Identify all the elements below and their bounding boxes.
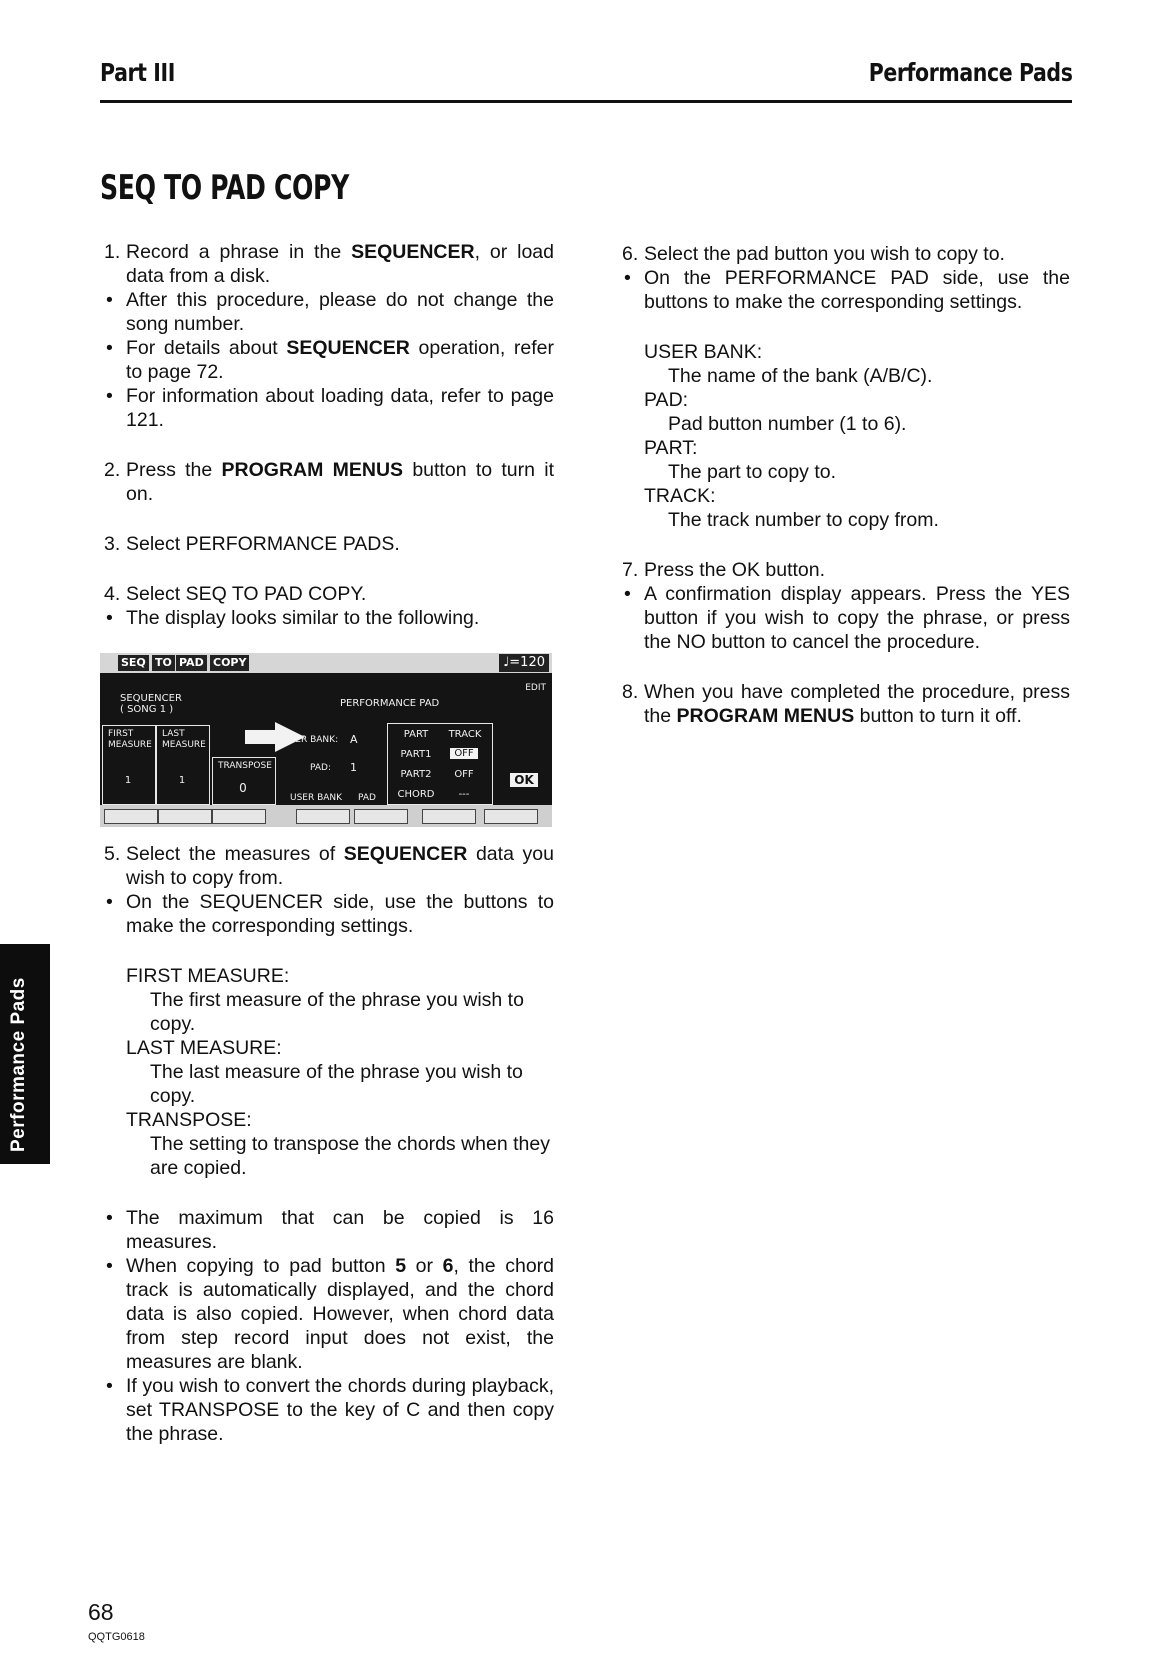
step-4-note: • The display looks similar to the following. <box>104 606 554 630</box>
left-column-lower <box>104 842 554 1446</box>
page-number: 68 <box>88 1599 114 1625</box>
def-part: The part to copy to. <box>668 461 837 483</box>
step-8: 8. When you have completed the procedure, press the PROGRAM MENUS button to turn it off. <box>622 681 1070 727</box>
def-transpose: The setting to transpose the chords when they are copied. <box>150 1133 550 1179</box>
def-last-measure: The last measure of the phrase you wish to copy. <box>150 1061 523 1107</box>
page-title: SEQ TO PAD COPY <box>100 168 349 208</box>
step-7: 7. Press the OK button. <box>622 559 826 581</box>
lcd-button-row <box>100 805 552 827</box>
lcd-transpose-value: 0 <box>239 781 247 795</box>
lcd-edit-label: EDIT <box>525 683 546 693</box>
lcd-soft-button-7[interactable] <box>484 809 538 824</box>
term-pad: PAD: <box>644 389 689 411</box>
lcd-first-measure-label: FIRST MEASURE <box>108 729 152 750</box>
lcd-soft-button-1[interactable] <box>104 809 158 824</box>
note-maximum: • The maximum that can be copied is 16 measures. <box>104 1206 554 1254</box>
section-side-tab <box>0 944 50 1164</box>
step-1-note-2: • For details about SEQUENCER operation, refer to page 72. <box>104 336 554 384</box>
lcd-tab-copy: COPY <box>210 655 249 671</box>
left-column <box>104 240 554 630</box>
lcd-tab-pad: PAD <box>176 655 207 671</box>
step-5: 5. Select the measures of SEQUENCER data you wish to copy from. <box>104 843 554 889</box>
lcd-part1: PART1 <box>400 749 432 760</box>
term-track: TRACK: <box>644 485 716 507</box>
lcd-footer-user-bank: USER BANK <box>290 793 343 803</box>
lcd-track-header: TRACK <box>448 729 482 740</box>
lcd-chord: CHORD <box>397 789 435 800</box>
lcd-part2: PART2 <box>400 769 432 780</box>
def-first-measure: The first measure of the phrase you wish to copy. <box>150 989 524 1035</box>
lcd-user-bank-value: A <box>350 733 358 746</box>
lcd-soft-button-6[interactable] <box>422 809 476 824</box>
lcd-soft-button-4[interactable] <box>296 809 350 824</box>
step-1-note-3: • For information about loading data, refer to page 121. <box>104 384 554 432</box>
lcd-soft-button-3[interactable] <box>212 809 266 824</box>
lcd-part1-track[interactable]: OFF <box>450 748 478 759</box>
header-section: Performance Pads <box>868 58 1072 87</box>
lcd-transpose-label: TRANSPOSE <box>218 761 272 771</box>
step-3: 3. Select PERFORMANCE PADS. <box>104 533 400 555</box>
lcd-part2-track[interactable]: OFF <box>454 769 474 780</box>
right-column <box>622 242 1070 728</box>
def-user-bank: The name of the bank (A/B/C). <box>668 365 933 387</box>
step-1: 1. Record a phrase in the SEQUENCER, or load data from a disk. <box>104 241 554 287</box>
step-7-note: • A confirmation display appears. Press the YES button if you wish to copy the phrase, or press the NO button to cancel the procedure. <box>622 582 1070 654</box>
term-part: PART: <box>644 437 698 459</box>
lcd-chord-track: --- <box>458 789 470 800</box>
lcd-pad-label: PAD: <box>310 763 331 773</box>
term-last-measure: LAST MEASURE: <box>126 1037 282 1059</box>
note-transpose: • If you wish to convert the chords during playback, set TRANSPOSE to the key of C and then copy the phrase. <box>104 1374 554 1446</box>
side-tab-label: Performance Pads <box>8 977 29 1152</box>
def-track: The track number to copy from. <box>668 509 939 531</box>
lcd-soft-button-2[interactable] <box>158 809 212 824</box>
lcd-pad-value: 1 <box>350 761 357 774</box>
document-code: QQTG0618 <box>88 1631 145 1643</box>
def-pad: Pad button number (1 to 6). <box>668 413 907 435</box>
lcd-display <box>100 653 552 827</box>
lcd-song-label: ( SONG 1 ) <box>120 704 174 715</box>
lcd-last-measure-label: LAST MEASURE <box>162 729 206 750</box>
step-4: 4. Select SEQ TO PAD COPY. <box>104 583 367 605</box>
step-6: 6. Select the pad button you wish to copy to. <box>622 243 1005 265</box>
step-5-note: • On the SEQUENCER side, use the buttons to make the corresponding settings. <box>104 890 554 938</box>
lcd-arrow-body <box>245 730 277 744</box>
lcd-performance-pad-label: PERFORMANCE PAD <box>340 698 440 709</box>
step-6-note: • On the PERFORMANCE PAD side, use the buttons to make the corresponding settings. <box>622 266 1070 314</box>
lcd-user-bank-label: USER BANK: <box>283 735 339 745</box>
header-rule <box>100 100 1072 103</box>
lcd-last-measure-value: 1 <box>178 775 186 786</box>
lcd-first-measure-value: 1 <box>124 775 132 786</box>
step-1-note-1: • After this procedure, please do not change the song number. <box>104 288 554 336</box>
lcd-part-header: PART <box>403 729 429 740</box>
lcd-ok-button[interactable]: OK <box>510 773 538 787</box>
lcd-title-bar <box>100 653 552 673</box>
term-user-bank: USER BANK: <box>644 341 763 363</box>
lcd-footer-pad: PAD <box>358 793 376 803</box>
term-first-measure: FIRST MEASURE: <box>126 965 290 987</box>
note-chord-track: • When copying to pad button 5 or 6, the chord track is automatically displayed, and the chord data is also copied. However, when chord data from step record input does not exist, the measures are blank. <box>104 1254 554 1374</box>
header-part: Part III <box>100 58 175 87</box>
lcd-tab-to: TO <box>152 655 175 671</box>
lcd-tempo: ♩=120 <box>499 654 549 672</box>
lcd-tab-seq: SEQ <box>118 655 149 671</box>
term-transpose: TRANSPOSE: <box>126 1109 252 1131</box>
step-2: 2. Press the PROGRAM MENUS button to turn it on. <box>104 459 554 505</box>
lcd-soft-button-5[interactable] <box>354 809 408 824</box>
lcd-sequencer-label: SEQUENCER <box>120 693 182 704</box>
